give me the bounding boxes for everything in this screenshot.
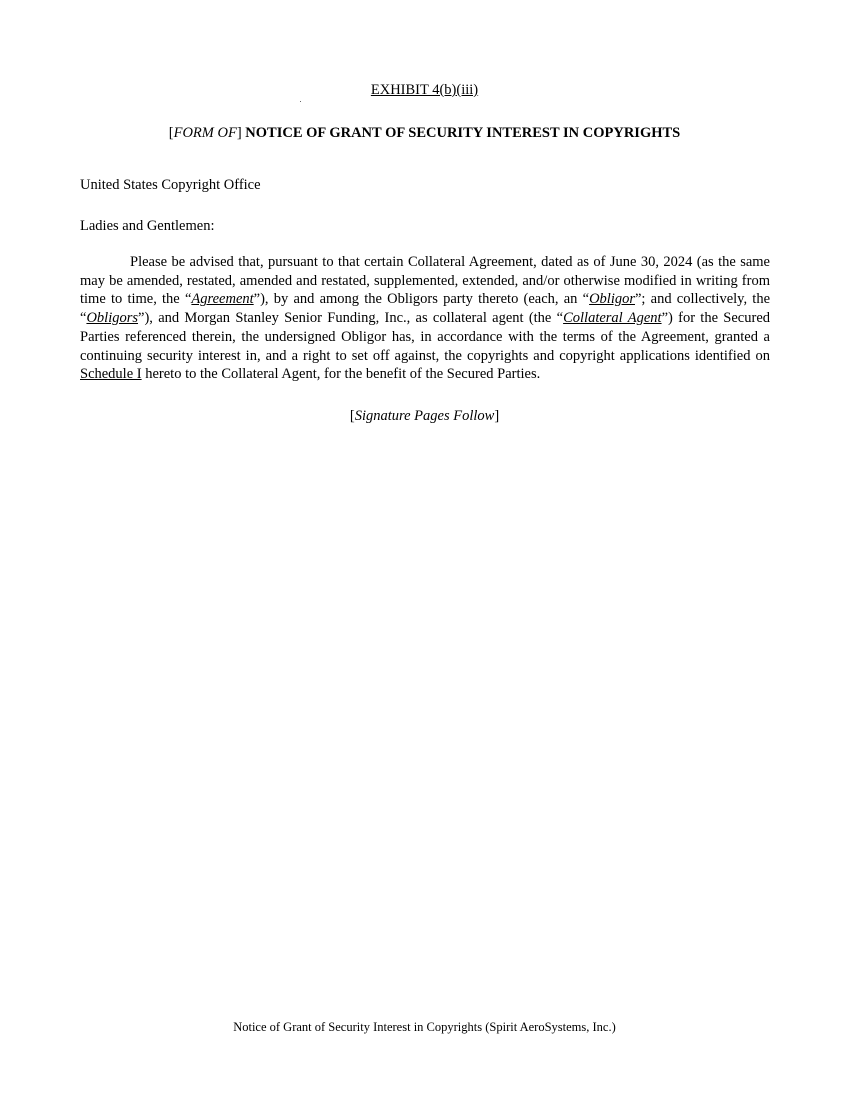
title-open-bracket: [ — [168, 125, 174, 141]
body-text-6: hereto to the Collateral Agent, for the benefit of the Secured Parties. — [141, 366, 541, 383]
exhibit-label: EXHIBIT 4(b)(iii) — [370, 82, 479, 98]
title-close-bracket: ] — [236, 125, 246, 141]
defined-term-collateral-agent: Collateral Agent — [563, 310, 662, 327]
document-title — [0, 125, 849, 142]
defined-term-obligors: Obligors — [86, 310, 139, 327]
schedule-reference: Schedule I — [80, 366, 142, 383]
addressee: United States Copyright Office — [80, 177, 261, 193]
title-main-text: NOTICE OF GRANT OF SECURITY INTEREST IN COPYRIGHTS — [245, 125, 681, 141]
body-paragraph — [80, 253, 770, 384]
signature-pages-note — [0, 408, 849, 425]
body-text-5: ”) for the Secured Parties referenced therein, the undersigned Obligor has, in accordance with the terms of the Agreement, granted a continuing security interest in, and a right to set off against, the copyrights and copyright applications identified on — [80, 310, 770, 364]
body-text-1: Please be advised that, pursuant to that certain Collateral Agreement, dated as of June 30, 2024 (as the same may be amended, restated, amended and restated, supplemented, extended, and/or otherwise modified in writing from time to time, the “ — [80, 254, 770, 308]
defined-term-obligor: Obligor — [589, 291, 635, 308]
sig-note-text: Signature Pages Follow — [354, 408, 495, 424]
scan-speck — [300, 101, 301, 102]
body-text-4: ”), and Morgan Stanley Senior Funding, Inc., as collateral agent (the “ — [138, 310, 564, 327]
defined-term-agreement: Agreement — [191, 291, 254, 308]
page-footer: Notice of Grant of Security Interest in Copyrights (Spirit AeroSystems, Inc.) — [233, 1020, 616, 1034]
body-text-2: ”), by and among the Obligors party thereto (each, an “ — [253, 291, 590, 308]
sig-note-close: ] — [494, 408, 500, 424]
title-form-of: FORM OF — [173, 125, 237, 141]
salutation: Ladies and Gentlemen: — [80, 218, 215, 234]
sig-note-open: [ — [349, 408, 355, 424]
body-text-3: ”; and collectively, the “ — [80, 291, 771, 327]
